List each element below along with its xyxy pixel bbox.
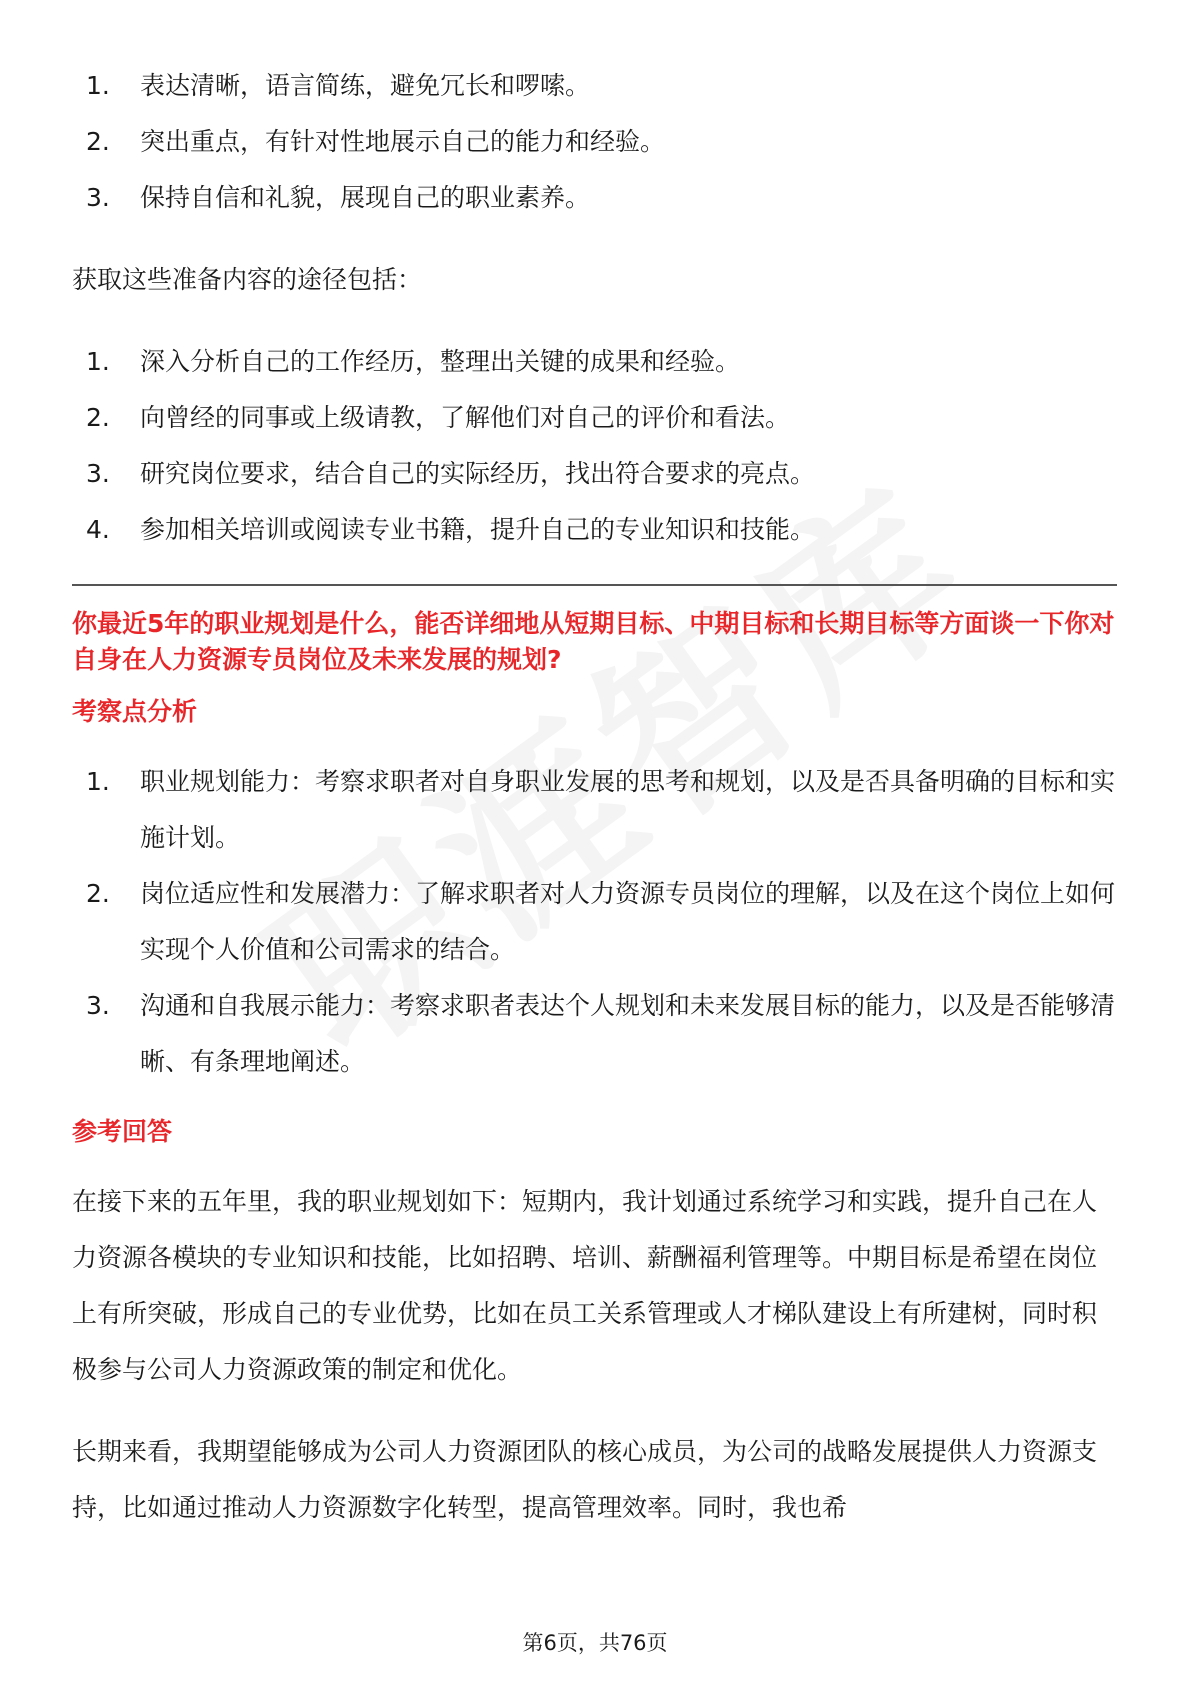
interview-question: 你最近5年的职业规划是什么，能否详细地从短期目标、中期目标和长期目标等方面谈一下你对自身在人力资源专员岗位及未来发展的规划?	[72, 609, 1115, 674]
sources-heading: 获取这些准备内容的途径包括：	[72, 265, 423, 294]
answer-paragraph: 在接下来的五年里，我的职业规划如下：短期内，我计划通过系统学习和实践，提升自己在人力资源各模块的专业知识和技能，比如招聘、培训、薪酬福利管理等。中期目标是希望在岗位上有所突破，形成自己的专业优势，比如在员工关系管理或人才梯队建设上有所建树，同时积极参与公司人力资源政策的制定和优化。	[72, 1187, 1098, 1384]
section-divider	[72, 584, 1117, 586]
answer-paragraph: 长期来看，我期望能够成为公司人力资源团队的核心成员，为公司的战略发展提供人力资源支持，比如通过推动人力资源数字化转型，提高管理效率。同时，我也希	[72, 1437, 1098, 1522]
analysis-list	[72, 754, 1117, 1090]
list-item: 4. 参加相关培训或阅读专业书籍，提升自己的专业知识和技能。	[86, 515, 816, 544]
list-item: 3. 保持自信和礼貌，展现自己的职业素养。	[86, 183, 591, 212]
list-item: 3. 沟通和自我展示能力：考察求职者表达个人规划和未来发展目标的能力，以及是否能够清晰、有条理地阐述。	[86, 991, 1116, 1076]
list-item: 2. 突出重点，有针对性地展示自己的能力和经验。	[86, 127, 666, 156]
page-number: 第6页，共76页	[522, 1631, 668, 1655]
page-content	[72, 58, 1117, 1536]
list-item: 2. 向曾经的同事或上级请教，了解他们对自己的评价和看法。	[86, 403, 791, 432]
list-item: 2. 岗位适应性和发展潜力：了解求职者对人力资源专员岗位的理解，以及在这个岗位上如何实现个人价值和公司需求的结合。	[86, 879, 1116, 964]
sources-list	[72, 334, 1117, 558]
answer-title: 参考回答	[72, 1117, 173, 1146]
list-item: 1. 深入分析自己的工作经历，整理出关键的成果和经验。	[86, 347, 741, 376]
list-item: 1. 职业规划能力：考察求职者对自身职业发展的思考和规划，以及是否具备明确的目标和实施计划。	[86, 767, 1116, 852]
analysis-title: 考察点分析	[72, 697, 198, 726]
list-item: 1. 表达清晰，语言简练，避免冗长和啰嗦。	[86, 71, 591, 100]
list-item: 3. 研究岗位要求，结合自己的实际经历，找出符合要求的亮点。	[86, 459, 816, 488]
tips-list	[72, 58, 1117, 226]
